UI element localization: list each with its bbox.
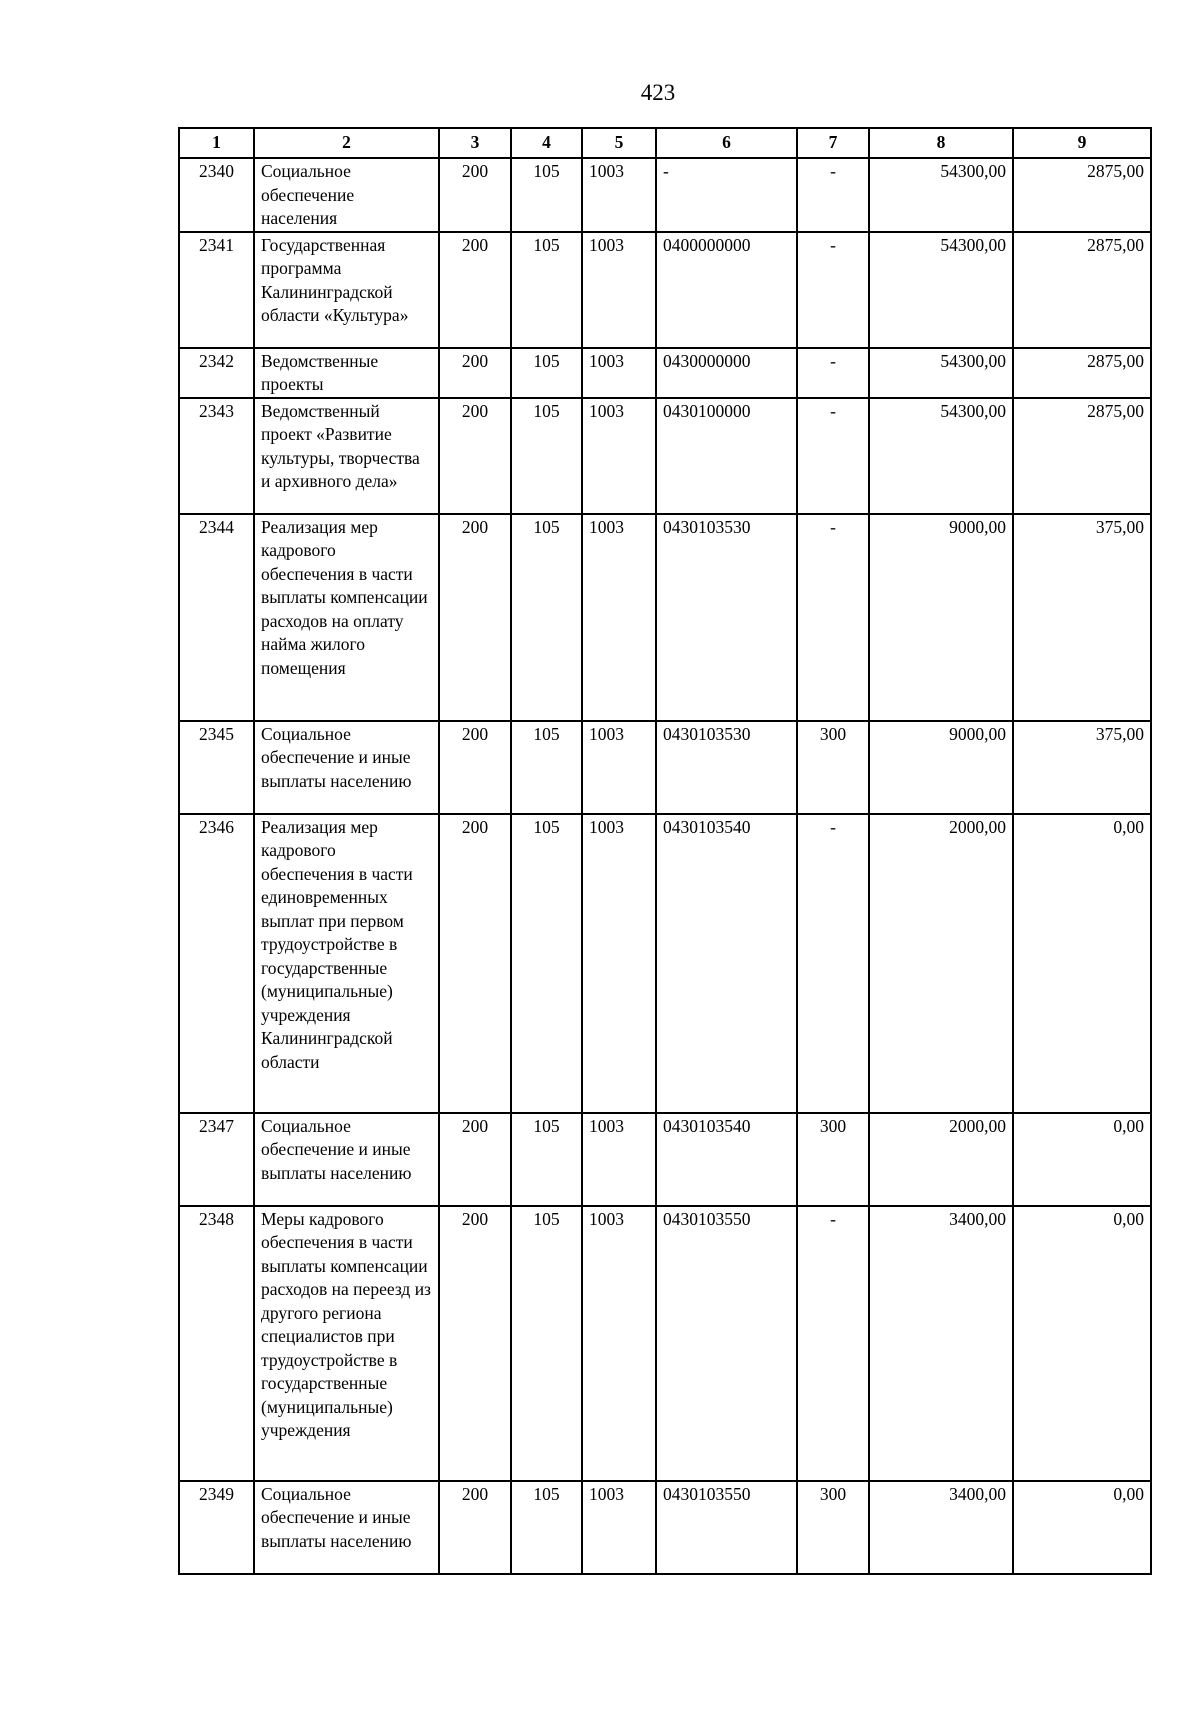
col6-cell: 0430103540 xyxy=(656,1113,797,1206)
budget-table xyxy=(178,127,1152,1575)
col5-cell: 1003 xyxy=(582,158,656,232)
col6-cell: 0400000000 xyxy=(656,232,797,348)
row-id-cell: 2349 xyxy=(179,1481,254,1574)
col8-cell: 9000,00 xyxy=(869,721,1013,814)
col6-cell: 0430103550 xyxy=(656,1481,797,1574)
col5-cell: 1003 xyxy=(582,348,656,398)
row-name-cell: Социальное обеспечение населения xyxy=(254,158,439,232)
col3-cell: 200 xyxy=(439,814,511,1113)
row-id-cell: 2347 xyxy=(179,1113,254,1206)
col5-cell: 1003 xyxy=(582,1206,656,1481)
table-row xyxy=(179,1481,1151,1574)
col4-cell: 105 xyxy=(511,158,582,232)
col7-cell: - xyxy=(797,398,869,514)
col9-cell: 2875,00 xyxy=(1013,348,1151,398)
col4-cell: 105 xyxy=(511,1113,582,1206)
col8-cell: 54300,00 xyxy=(869,232,1013,348)
col9-cell: 2875,00 xyxy=(1013,158,1151,232)
column-header: 6 xyxy=(656,128,797,158)
col4-cell: 105 xyxy=(511,1206,582,1481)
col4-cell: 105 xyxy=(511,1481,582,1574)
col6-cell: - xyxy=(656,158,797,232)
row-id-cell: 2342 xyxy=(179,348,254,398)
col5-cell: 1003 xyxy=(582,232,656,348)
col7-cell: - xyxy=(797,814,869,1113)
col4-cell: 105 xyxy=(511,514,582,721)
col3-cell: 200 xyxy=(439,398,511,514)
col5-cell: 1003 xyxy=(582,1481,656,1574)
col4-cell: 105 xyxy=(511,232,582,348)
row-name-cell: Социальное обеспечение и иные выплаты населению xyxy=(254,1481,439,1574)
col3-cell: 200 xyxy=(439,514,511,721)
row-name-cell: Ведомственные проекты xyxy=(254,348,439,398)
col9-cell: 2875,00 xyxy=(1013,398,1151,514)
col8-cell: 9000,00 xyxy=(869,514,1013,721)
col6-cell: 0430100000 xyxy=(656,398,797,514)
col9-cell: 375,00 xyxy=(1013,514,1151,721)
table-row xyxy=(179,721,1151,814)
col7-cell: - xyxy=(797,348,869,398)
col3-cell: 200 xyxy=(439,1206,511,1481)
table-row xyxy=(179,1113,1151,1206)
col5-cell: 1003 xyxy=(582,1113,656,1206)
col9-cell: 375,00 xyxy=(1013,721,1151,814)
col6-cell: 0430103530 xyxy=(656,514,797,721)
col8-cell: 2000,00 xyxy=(869,1113,1013,1206)
col5-cell: 1003 xyxy=(582,721,656,814)
row-name-cell: Социальное обеспечение и иные выплаты населению xyxy=(254,721,439,814)
column-header: 9 xyxy=(1013,128,1151,158)
col6-cell: 0430103550 xyxy=(656,1206,797,1481)
col5-cell: 1003 xyxy=(582,514,656,721)
col5-cell: 1003 xyxy=(582,814,656,1113)
column-header: 4 xyxy=(511,128,582,158)
col7-cell: - xyxy=(797,232,869,348)
row-name-cell: Государственная программа Калининградской области «Культура» xyxy=(254,232,439,348)
row-id-cell: 2346 xyxy=(179,814,254,1113)
col7-cell: 300 xyxy=(797,721,869,814)
row-name-cell: Социальное обеспечение и иные выплаты населению xyxy=(254,1113,439,1206)
col9-cell: 0,00 xyxy=(1013,1206,1151,1481)
col8-cell: 54300,00 xyxy=(869,158,1013,232)
col3-cell: 200 xyxy=(439,158,511,232)
table-row xyxy=(179,814,1151,1113)
row-id-cell: 2345 xyxy=(179,721,254,814)
col3-cell: 200 xyxy=(439,721,511,814)
column-header: 8 xyxy=(869,128,1013,158)
col8-cell: 3400,00 xyxy=(869,1481,1013,1574)
col4-cell: 105 xyxy=(511,348,582,398)
col9-cell: 0,00 xyxy=(1013,814,1151,1113)
row-name-cell: Ведомственный проект «Развитие культуры, творчества и архивного дела» xyxy=(254,398,439,514)
table-row xyxy=(179,158,1151,232)
col5-cell: 1003 xyxy=(582,398,656,514)
column-header: 5 xyxy=(582,128,656,158)
row-id-cell: 2348 xyxy=(179,1206,254,1481)
row-name-cell: Реализация мер кадрового обеспечения в части выплаты компенсации расходов на оплату найма жилого помещения xyxy=(254,514,439,721)
row-id-cell: 2340 xyxy=(179,158,254,232)
col8-cell: 2000,00 xyxy=(869,814,1013,1113)
column-header: 2 xyxy=(254,128,439,158)
table-row xyxy=(179,514,1151,721)
col7-cell: 300 xyxy=(797,1113,869,1206)
col4-cell: 105 xyxy=(511,721,582,814)
col9-cell: 0,00 xyxy=(1013,1481,1151,1574)
column-header: 7 xyxy=(797,128,869,158)
col4-cell: 105 xyxy=(511,398,582,514)
col6-cell: 0430103540 xyxy=(656,814,797,1113)
col7-cell: 300 xyxy=(797,1481,869,1574)
column-header: 3 xyxy=(439,128,511,158)
row-name-cell: Меры кадрового обеспечения в части выплаты компенсации расходов на переезд из другого региона специалистов при трудоустройстве в государственные (муниципальные) учреждения xyxy=(254,1206,439,1481)
col8-cell: 3400,00 xyxy=(869,1206,1013,1481)
row-id-cell: 2341 xyxy=(179,232,254,348)
col6-cell: 0430103530 xyxy=(656,721,797,814)
column-header: 1 xyxy=(179,128,254,158)
row-name-cell: Реализация мер кадрового обеспечения в части единовременных выплат при первом трудоустройстве в государственные (муниципальные) учреждения Калининградской области xyxy=(254,814,439,1113)
col3-cell: 200 xyxy=(439,348,511,398)
col9-cell: 2875,00 xyxy=(1013,232,1151,348)
table-header-row xyxy=(179,128,1151,158)
col3-cell: 200 xyxy=(439,232,511,348)
col6-cell: 0430000000 xyxy=(656,348,797,398)
col7-cell: - xyxy=(797,514,869,721)
row-id-cell: 2344 xyxy=(179,514,254,721)
col8-cell: 54300,00 xyxy=(869,398,1013,514)
table-row xyxy=(179,232,1151,348)
col3-cell: 200 xyxy=(439,1481,511,1574)
table-row xyxy=(179,398,1151,514)
col4-cell: 105 xyxy=(511,814,582,1113)
col7-cell: - xyxy=(797,158,869,232)
page-number: 423 xyxy=(640,80,676,105)
row-id-cell: 2343 xyxy=(179,398,254,514)
table-row xyxy=(179,1206,1151,1481)
col8-cell: 54300,00 xyxy=(869,348,1013,398)
table-body xyxy=(179,158,1151,1574)
col3-cell: 200 xyxy=(439,1113,511,1206)
table-row xyxy=(179,348,1151,398)
col7-cell: - xyxy=(797,1206,869,1481)
col9-cell: 0,00 xyxy=(1013,1113,1151,1206)
